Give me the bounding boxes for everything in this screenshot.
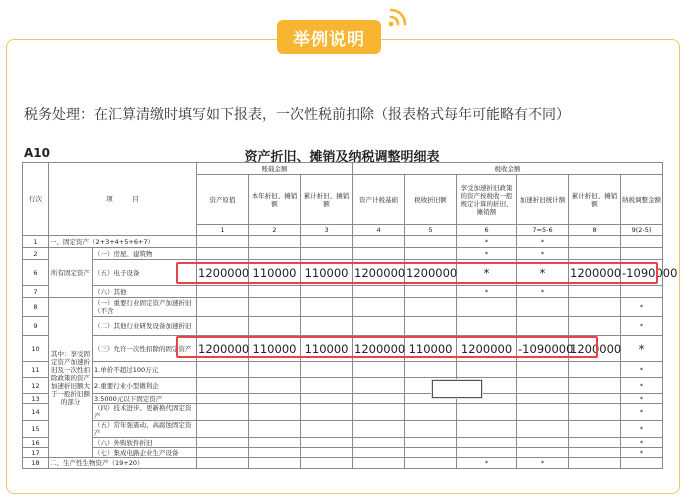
- cell-c8[interactable]: [569, 421, 621, 438]
- cell-c5[interactable]: [405, 286, 457, 298]
- cell-c5[interactable]: 110000: [405, 336, 457, 362]
- cell-c8[interactable]: [569, 317, 621, 336]
- cell-c4[interactable]: [353, 421, 405, 438]
- header-c9: 纳税调整金额: [621, 175, 663, 225]
- cell-c7[interactable]: [517, 298, 569, 317]
- table-row: [23, 438, 663, 448]
- cell-c1[interactable]: 1200000: [197, 336, 249, 362]
- cell-c6[interactable]: [457, 421, 517, 438]
- cell-c4[interactable]: [353, 236, 405, 248]
- cell-c3[interactable]: [301, 378, 353, 394]
- row-number: 18: [23, 458, 49, 469]
- cell-c1[interactable]: [197, 362, 249, 378]
- cell-c1[interactable]: [197, 394, 249, 404]
- row-label: （七）集成电路企业生产设备: [93, 448, 197, 458]
- cell-c6[interactable]: 1200000: [457, 336, 517, 362]
- row-label: 一、固定资产（2+3+4+5+6+7）: [49, 236, 197, 248]
- cell-c6[interactable]: [457, 438, 517, 448]
- cell-c8[interactable]: [569, 458, 621, 469]
- row-number: 2: [23, 248, 49, 260]
- row-label: （四）技术进步、更新换代固定资产: [93, 404, 197, 421]
- table-row: [23, 336, 663, 362]
- cell-c3[interactable]: [301, 362, 353, 378]
- header-c5: 税收折旧额: [405, 175, 457, 225]
- cell-c5[interactable]: [405, 362, 457, 378]
- row-label: 2.重要行业小型微利企: [93, 378, 197, 394]
- row-number: 1: [23, 236, 49, 248]
- row-label: 3.5000元以下固定资产: [93, 394, 197, 404]
- cell-c7[interactable]: [517, 317, 569, 336]
- row-number: 9: [23, 317, 49, 336]
- cell-c3[interactable]: [301, 248, 353, 260]
- cell-c4[interactable]: 1200000: [353, 260, 405, 286]
- cell-c9[interactable]: *: [621, 298, 663, 317]
- row-label: （五）常年强震动、高腐蚀固定资产: [93, 421, 197, 438]
- table-row: [23, 394, 663, 404]
- cell-c1[interactable]: [197, 248, 249, 260]
- cell-c2[interactable]: [249, 394, 301, 404]
- cell-c7[interactable]: *: [517, 458, 569, 469]
- cell-c5[interactable]: 1200000: [405, 260, 457, 286]
- row-label: （六）其他: [93, 286, 197, 298]
- cell-c2[interactable]: [249, 298, 301, 317]
- section-all-fixed-assets: 所有固定资产: [49, 248, 93, 298]
- cell-c3[interactable]: [301, 421, 353, 438]
- row-number: 10: [23, 336, 49, 362]
- cell-c1[interactable]: 1200000: [197, 260, 249, 286]
- cell-c9[interactable]: *: [621, 404, 663, 421]
- header-row-no: 行次: [23, 163, 49, 236]
- cell-c9[interactable]: *: [621, 378, 663, 394]
- cell-c5[interactable]: [405, 448, 457, 458]
- cell-c3[interactable]: [301, 286, 353, 298]
- cell-c9[interactable]: *: [621, 317, 663, 336]
- cell-c5[interactable]: [405, 458, 457, 469]
- table-row: [23, 448, 663, 458]
- cell-c2[interactable]: [249, 378, 301, 394]
- signal-icon: [388, 5, 410, 27]
- cell-c2[interactable]: [249, 286, 301, 298]
- depreciation-table: [22, 162, 678, 469]
- tax-treatment-text: 税务处理：在汇算清缴时填写如下报表，一次性税前扣除（报表格式每年可能略有不同）: [24, 107, 570, 123]
- cell-c3[interactable]: [301, 448, 353, 458]
- cell-c4[interactable]: [353, 438, 405, 448]
- cell-c9[interactable]: [621, 248, 663, 260]
- cell-c3[interactable]: [301, 458, 353, 469]
- table-row: [23, 362, 663, 378]
- sheet-code: A10: [24, 146, 50, 160]
- cell-c7[interactable]: [517, 378, 569, 394]
- cell-c1[interactable]: [197, 421, 249, 438]
- cell-c4[interactable]: [353, 394, 405, 404]
- header-tax-amount: 税收金额: [353, 163, 663, 175]
- header-c2: 本年折旧、摊销额: [249, 175, 301, 225]
- cell-c6[interactable]: *: [457, 458, 517, 469]
- cell-c5[interactable]: [405, 421, 457, 438]
- header-c1: 资产原值: [197, 175, 249, 225]
- col-number: 5: [405, 225, 457, 236]
- header-c6: 享受加速折旧政策的资产按税收一般规定计算的折旧、摊销额: [457, 175, 517, 225]
- cell-c3[interactable]: 110000: [301, 260, 353, 286]
- cell-c9[interactable]: *: [621, 438, 663, 448]
- row-number: 14: [23, 404, 49, 421]
- cell-c9[interactable]: *: [621, 448, 663, 458]
- row-number: 8: [23, 298, 49, 317]
- cell-c8[interactable]: [569, 236, 621, 248]
- cell-c4[interactable]: [353, 362, 405, 378]
- cell-c9[interactable]: [621, 458, 663, 469]
- cell-c9[interactable]: [621, 286, 663, 298]
- row-label: （五）电子设备: [93, 260, 197, 286]
- cell-c6[interactable]: *: [457, 260, 517, 286]
- cell-c6[interactable]: [457, 298, 517, 317]
- cell-c1[interactable]: [197, 438, 249, 448]
- cell-c2[interactable]: [249, 421, 301, 438]
- cell-c7[interactable]: [517, 362, 569, 378]
- cell-c7[interactable]: -1090000: [517, 336, 569, 362]
- cell-c1[interactable]: [197, 404, 249, 421]
- table-row: [23, 458, 663, 469]
- table-row: [23, 236, 663, 248]
- row-label: 1.单价不超过100万元: [93, 362, 197, 378]
- cell-c8[interactable]: [569, 362, 621, 378]
- col-number: 3: [301, 225, 353, 236]
- cell-c8[interactable]: [569, 298, 621, 317]
- depreciation-sheet: [22, 144, 678, 470]
- cell-c1[interactable]: [197, 286, 249, 298]
- cell-input-box[interactable]: [432, 380, 482, 398]
- cell-c2[interactable]: 110000: [249, 336, 301, 362]
- cell-c5[interactable]: [405, 298, 457, 317]
- col-number: 1: [197, 225, 249, 236]
- cell-c4[interactable]: [353, 448, 405, 458]
- cell-c1[interactable]: [197, 378, 249, 394]
- cell-c4[interactable]: [353, 286, 405, 298]
- cell-c7[interactable]: [517, 421, 569, 438]
- cell-c6[interactable]: [457, 404, 517, 421]
- cell-c8[interactable]: 1200000: [569, 336, 621, 362]
- table-row: [23, 317, 663, 336]
- table-row: [23, 298, 663, 317]
- row-label: （三）允许一次性扣除的固定资产: [93, 336, 197, 362]
- cell-c5[interactable]: [405, 404, 457, 421]
- cell-c3[interactable]: [301, 317, 353, 336]
- row-number: 16: [23, 438, 49, 448]
- cell-c9[interactable]: *: [621, 362, 663, 378]
- cell-c4[interactable]: [353, 317, 405, 336]
- table-row: [23, 286, 663, 298]
- cell-c8[interactable]: [569, 248, 621, 260]
- cell-c2[interactable]: [249, 317, 301, 336]
- header-account-amount: 账载金额: [197, 163, 353, 175]
- row-label: （二）其他行业研发设备加速折旧: [93, 317, 197, 336]
- cell-c4[interactable]: [353, 378, 405, 394]
- header-c8: 累计折旧、摊销额: [569, 175, 621, 225]
- row-number: 11: [23, 362, 49, 378]
- row-number: 6: [23, 260, 49, 286]
- cell-c3[interactable]: [301, 236, 353, 248]
- table-row: [23, 378, 663, 394]
- cell-c4[interactable]: [353, 404, 405, 421]
- cell-c1[interactable]: [197, 448, 249, 458]
- col-number: 6: [457, 225, 517, 236]
- cell-c8[interactable]: [569, 394, 621, 404]
- cell-c9[interactable]: *: [621, 336, 663, 362]
- table-row: [23, 248, 663, 260]
- cell-c1[interactable]: [197, 458, 249, 469]
- cell-c6[interactable]: [457, 317, 517, 336]
- cell-c2[interactable]: [249, 438, 301, 448]
- cell-c5[interactable]: [405, 248, 457, 260]
- cell-c6[interactable]: *: [457, 236, 517, 248]
- cell-c3[interactable]: [301, 438, 353, 448]
- cell-c7[interactable]: [517, 404, 569, 421]
- cell-c6[interactable]: *: [457, 248, 517, 260]
- cell-c3[interactable]: [301, 394, 353, 404]
- cell-c7[interactable]: [517, 394, 569, 404]
- cell-c6[interactable]: [457, 362, 517, 378]
- cell-c5[interactable]: [405, 438, 457, 448]
- col-number: 7=5-6: [517, 225, 569, 236]
- cell-c1[interactable]: [197, 298, 249, 317]
- row-label: （六）外购软件折旧: [93, 438, 197, 448]
- cell-c4[interactable]: [353, 298, 405, 317]
- header-c7: 加速折旧统计额: [517, 175, 569, 225]
- cell-c3[interactable]: 110000: [301, 336, 353, 362]
- cell-c1[interactable]: [197, 317, 249, 336]
- cell-c7[interactable]: *: [517, 248, 569, 260]
- col-number: 2: [249, 225, 301, 236]
- cell-c2[interactable]: [249, 458, 301, 469]
- cell-c4[interactable]: [353, 458, 405, 469]
- cell-c7[interactable]: [517, 438, 569, 448]
- cell-c3[interactable]: [301, 298, 353, 317]
- cell-c2[interactable]: 110000: [249, 260, 301, 286]
- cell-c8[interactable]: [569, 286, 621, 298]
- cell-c9[interactable]: [621, 236, 663, 248]
- cell-c2[interactable]: [249, 248, 301, 260]
- cell-c7[interactable]: [517, 448, 569, 458]
- cell-c8[interactable]: [569, 378, 621, 394]
- cell-c6[interactable]: [457, 448, 517, 458]
- cell-c9[interactable]: *: [621, 421, 663, 438]
- row-label: （一）房屋、建筑物: [93, 248, 197, 260]
- cell-c7[interactable]: *: [517, 286, 569, 298]
- cell-c2[interactable]: [249, 236, 301, 248]
- cell-c2[interactable]: [249, 404, 301, 421]
- row-label: 二、生产性生物资产（19+20）: [49, 458, 197, 469]
- cell-c5[interactable]: [405, 317, 457, 336]
- cell-c9[interactable]: -1090000: [621, 260, 663, 286]
- header-item: 项 目: [49, 163, 197, 236]
- cell-c8[interactable]: [569, 404, 621, 421]
- row-number: 15: [23, 421, 49, 438]
- example-badge: 举例说明: [277, 20, 381, 54]
- section-accelerated: 其中：享受固定资产加速折旧及一次性扣除政策的资产加速折旧额大于一般折旧额的部分: [49, 298, 93, 458]
- cell-c2[interactable]: [249, 362, 301, 378]
- col-number: 8: [569, 225, 621, 236]
- row-number: 17: [23, 448, 49, 458]
- row-number: 12: [23, 378, 49, 394]
- cell-c6[interactable]: *: [457, 286, 517, 298]
- header-c4: 资产计税基础: [353, 175, 405, 225]
- row-number: 7: [23, 286, 49, 298]
- cell-c9[interactable]: *: [621, 394, 663, 404]
- cell-c1[interactable]: [197, 236, 249, 248]
- sheet-title: 资产折旧、摊销及纳税调整明细表: [244, 150, 440, 165]
- cell-c2[interactable]: [249, 448, 301, 458]
- cell-c7[interactable]: *: [517, 260, 569, 286]
- cell-c3[interactable]: [301, 404, 353, 421]
- cell-c8[interactable]: 1200000: [569, 260, 621, 286]
- header-c3: 累计折旧、摊销额: [301, 175, 353, 225]
- row-number: 13: [23, 394, 49, 404]
- col-number: 9(2-5): [621, 225, 663, 236]
- table-row: [23, 404, 663, 421]
- row-label: （一）重要行业固定资产加速折旧（不含: [93, 298, 197, 317]
- col-number: 4: [353, 225, 405, 236]
- table-row: [23, 421, 663, 438]
- cell-c4[interactable]: 1200000: [353, 336, 405, 362]
- cell-c5[interactable]: [405, 236, 457, 248]
- cell-c4[interactable]: [353, 248, 405, 260]
- cell-c7[interactable]: *: [517, 236, 569, 248]
- cell-c8[interactable]: [569, 438, 621, 448]
- table-row: [23, 260, 663, 286]
- cell-c8[interactable]: [569, 448, 621, 458]
